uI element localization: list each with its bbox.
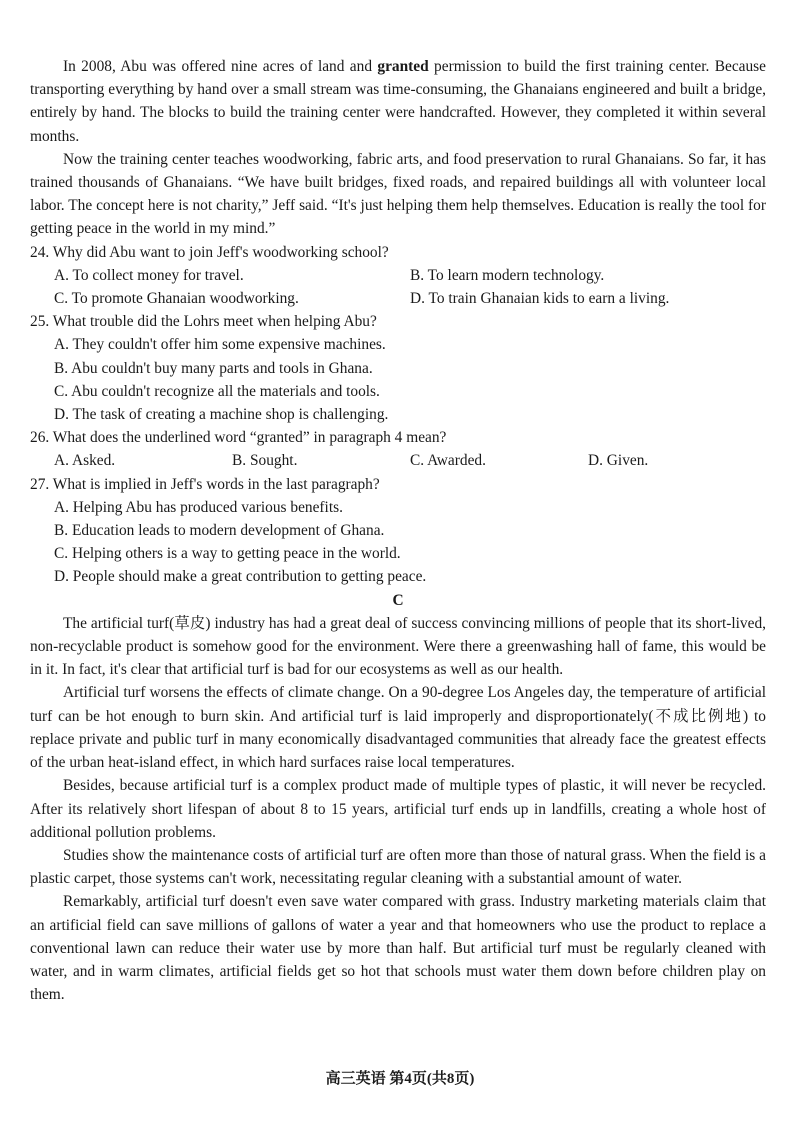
- option-d: D. To train Ghanaian kids to earn a living.: [410, 290, 670, 308]
- options-list: [30, 496, 766, 589]
- section-c-heading: C: [392, 591, 404, 609]
- granted-keyword: granted: [377, 58, 429, 75]
- page-content: [30, 55, 766, 1006]
- option-c: C. Awarded.: [410, 452, 486, 470]
- option-b: B. To learn modern technology.: [410, 266, 605, 284]
- option-d: D. People should make a great contribution to getting peace.: [54, 568, 427, 586]
- option-c: C. Helping others is a way to getting peace in the world.: [54, 545, 401, 563]
- section-c-paragraph-2: Artificial turf worsens the effects of climate change. On a 90-degree Los Angeles day, the temperature of artificial turf can be hot enough to burn skin. And artificial turf is laid improperly and disproportionately(不成比例地) to replace private and public turf in many economically disadvantaged communities that already face the greatest effects of the urban heat-island effect, in which hard surfaces raise local temperatures.: [30, 684, 766, 772]
- option-b: B. Sought.: [232, 452, 298, 470]
- section-c-paragraph-4: Studies show the maintenance costs of artificial turf are often more than those of natural grass. When the field is a plastic carpet, those systems can't work, necessitating regular cleaning with a substantial amount of water.: [30, 846, 766, 888]
- question-stem: 25. What trouble did the Lohrs meet when helping Abu?: [30, 313, 377, 331]
- option-a: A. Asked.: [54, 452, 116, 470]
- question-stem: 27. What is implied in Jeff's words in the last paragraph?: [30, 475, 380, 493]
- section-c-paragraph-5: Remarkably, artificial turf doesn't even save water compared with grass. Industry marketing materials claim that an artificial field can save millions of gallons of water a year and that homeowners who use the product to replace a conventional lawn can reduce their water use by more than half. But artificial turf must be regularly cleaned with water, and in warm climates, artificial fields get so hot that schools must water them down before children play on them.: [30, 893, 766, 1004]
- option-a: A. Helping Abu has produced various benefits.: [54, 498, 343, 516]
- options-row: [30, 287, 766, 310]
- section-c-paragraph-1: The artificial turf(草皮) industry has had a great deal of success convincing millions of people that its short-lived, non-recyclable product is somehow good for the environment. Were there a greenwashing hall of fame, this would be in it. In fact, it's clear that artificial turf is bad for our ecosystems as well as our health.: [30, 614, 766, 679]
- option-c: C. Abu couldn't recognize all the materials and tools.: [54, 382, 380, 400]
- options-row: [30, 449, 766, 472]
- option-b: B. Education leads to modern development of Ghana.: [54, 522, 385, 540]
- question-25: [30, 310, 766, 426]
- question-27: [30, 473, 766, 589]
- section-c-paragraph-3: Besides, because artificial turf is a complex product made of multiple types of plastic, it will never be recycled. After its relatively short lifespan of about 8 to 15 years, artificial turf ends up in landfills, creating a whole host of additional pollution problems.: [30, 777, 766, 841]
- question-stem: 24. Why did Abu want to join Jeff's woodworking school?: [30, 243, 389, 261]
- option-b: B. Abu couldn't buy many parts and tools in Ghana.: [54, 359, 373, 377]
- options-row: [30, 264, 766, 287]
- option-d: D. The task of creating a machine shop is challenging.: [54, 406, 389, 424]
- question-24: [30, 241, 766, 311]
- passage-b-paragraph-4: [30, 55, 766, 148]
- option-d: D. Given.: [588, 452, 649, 470]
- paragraph-text: In 2008, Abu was offered nine acres of land and: [63, 58, 378, 75]
- option-a: A. To collect money for travel.: [54, 266, 244, 284]
- question-26: [30, 426, 766, 472]
- options-list: [30, 333, 766, 426]
- page-footer: 高三英语 第4页(共8页): [325, 1071, 475, 1087]
- option-a: A. They couldn't offer him some expensive machines.: [54, 336, 386, 354]
- paragraph-text: permission to build the first training center. Because transporting everything by hand over a small stream was time-consuming, the Ghanaians engineered and built a bridge, entirely by hand. The blocks to build the training center were handcrafted. However, they completed it within several months.: [30, 58, 766, 145]
- option-c: C. To promote Ghanaian woodworking.: [54, 290, 299, 308]
- passage-b-paragraph-5: Now the training center teaches woodworking, fabric arts, and food preservation to rural Ghanaians. So far, it has trained thousands of Ghanaians. “We have built bridges, fixed roads, and repaired buildings all with volunteer local labor. The concept here is not charity,” Jeff said. “It's just helping them help themselves. Education is really the tool for getting peace in the world in my mind.”: [30, 150, 766, 238]
- question-stem: 26. What does the underlined word “granted” in paragraph 4 mean?: [30, 429, 447, 447]
